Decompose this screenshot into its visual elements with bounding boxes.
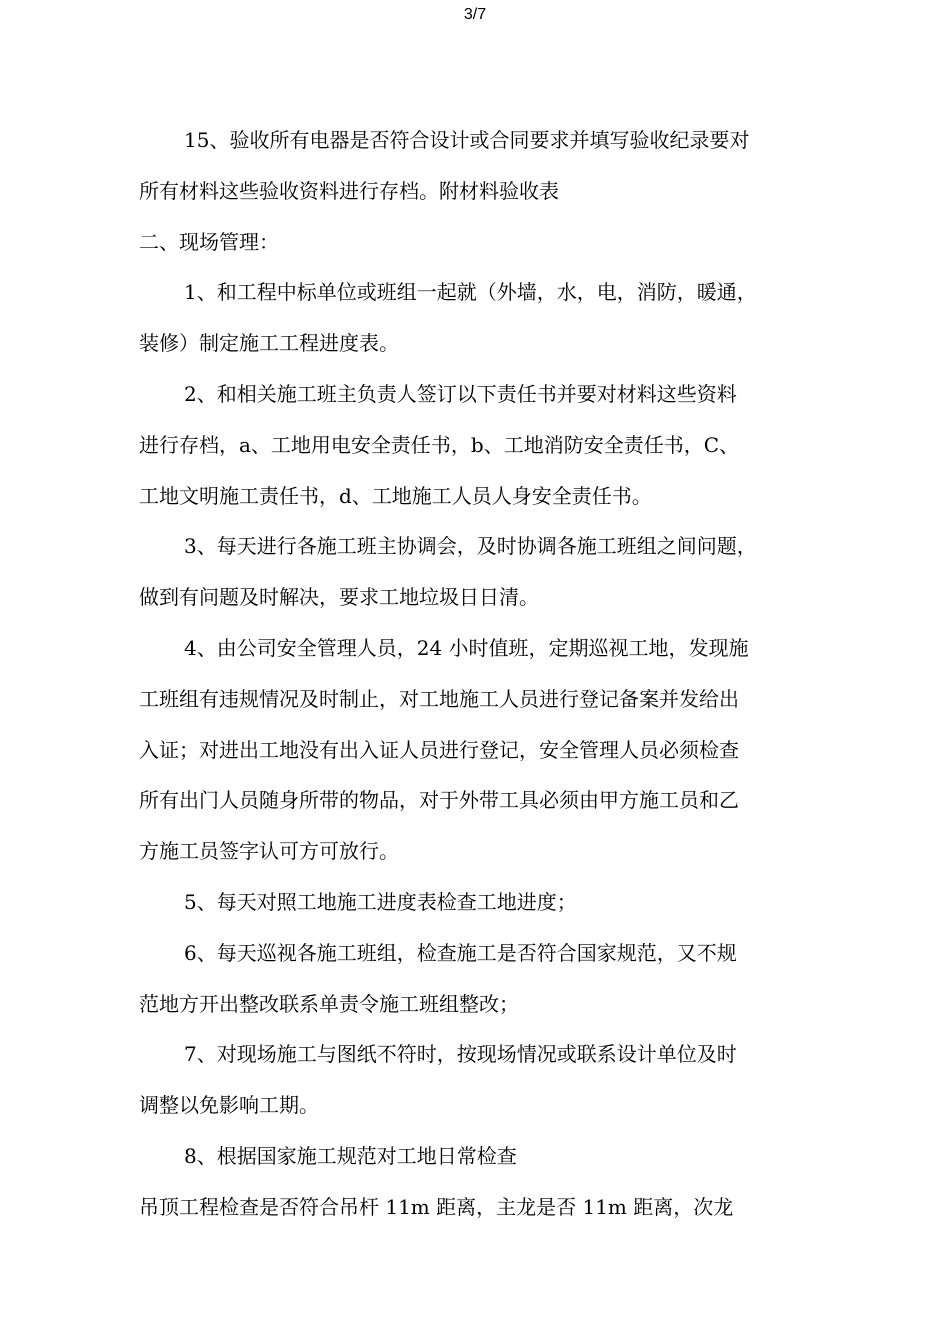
document-body [139, 115, 811, 1233]
text-line: 工地文明施工责任书，d、工地施工人员人身安全责任书。 [139, 483, 652, 508]
text-line: 所有材料这些验收资料进行存档。附材料验收表 [139, 178, 559, 203]
text-line: 所有出门人员随身所带的物品，对于外带工具必须由甲方施工员和乙 [139, 788, 739, 813]
text-line: 5、每天对照工地施工进度表检查工地进度； [184, 889, 577, 914]
text-line: 方施工员签字认可方可放行。 [139, 839, 399, 864]
text-line: 做到有问题及时解决，要求工地垃圾日日清。 [139, 585, 539, 610]
text-line: 入证；对进出工地没有出入证人员进行登记，安全管理人员必须检查 [139, 737, 739, 762]
text-line: 进行存档，a、工地用电安全责任书，b、工地消防安全责任书，C、 [139, 432, 740, 457]
text-line: 装修）制定施工工程进度表。 [139, 331, 399, 356]
text-line: 1、和工程中标单位或班组一起就（外墙，水，电，消防，暖通， [184, 280, 757, 305]
text-line: 7、对现场施工与图纸不符时，按现场情况或联系设计单位及时 [184, 1042, 737, 1067]
text-line: 调整以免影响工期。 [139, 1093, 319, 1118]
text-line: 3、每天进行各施工班主协调会，及时协调各施工班组之间问题， [184, 534, 757, 559]
text-line: 8、根据国家施工规范对工地日常检查 [184, 1143, 517, 1168]
section-heading: 二、现场管理： [139, 229, 279, 254]
text-line: 2、和相关施工班主负责人签订以下责任书并要对材料这些资料 [184, 381, 737, 406]
text-line: 吊顶工程检查是否符合吊杆 11m 距离，主龙是否 11m 距离，次龙 [139, 1194, 734, 1219]
text-line: 工班组有违规情况及时制止，对工地施工人员进行登记备案并发给出 [139, 686, 739, 711]
text-line: 范地方开出整改联系单责令施工班组整改； [139, 991, 519, 1016]
text-line: 15、验收所有电器是否符合设计或合同要求并填写验收纪录要对 [184, 128, 750, 152]
page-number: 3/7 [463, 6, 487, 23]
text-line: 4、由公司安全管理人员，24 小时值班，定期巡视工地，发现施 [184, 635, 749, 660]
text-line: 6、每天巡视各施工班组，检查施工是否符合国家规范，又不规 [184, 940, 737, 965]
